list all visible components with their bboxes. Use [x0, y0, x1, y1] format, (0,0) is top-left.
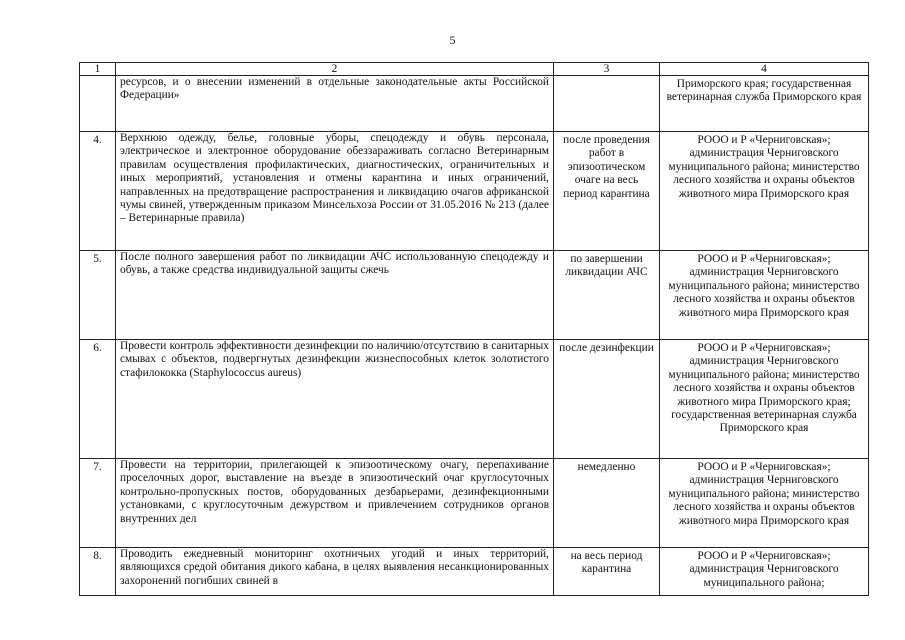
- column-header-4: 4: [660, 63, 869, 76]
- row-description: Провести контроль эффективности дезинфекции по наличию/отсутствию в санитарных смывах с объектов, подвергнутых дезинфекции жизнеспособных клеток золотистого стафилококка (Staphylococcus aureus): [120, 340, 549, 379]
- row-responsible: РООО и Р «Черниговская»; администрация Черниговского муниципального района; министерство лесного хозяйства и охраны объектов животного мира Приморского края: [668, 134, 860, 200]
- table-row: [80, 76, 869, 132]
- row-term: [558, 78, 655, 131]
- row-responsible: РООО и Р «Черниговская»; администрация Черниговского муниципального района;: [689, 550, 839, 589]
- row-term: по завершении ликвидации АЧС: [565, 253, 648, 279]
- row-description: Провести на территории, прилегающей к эпизоотическому очагу, перепахивание проселочных дорог, выставление на въезде в эпизоотический очаг круглосуточных контрольно-пропускных постов, оборудованных дезбарьерами, дезинфекционными установками, с круглосуточным дежурством и привлечением сотрудников органов внутренних дел: [120, 459, 549, 525]
- row-term: немедленно: [577, 461, 636, 473]
- row-description: Верхнюю одежду, белье, головные уборы, спецодежду и обувь персонала, электрическое и электронное оборудование обеззараживать согласно Ветеринарным правилам осуществления профилактических, диагностических, ограничительных и иных мероприятий, установления и отмены карантина и иных ограничений, направленных на предотвращение распространения и ликвидацию очагов африканской чумы свиней, утвержденным приказом Минсельхоза России от 31.05.2016 № 213 (далее – Ветеринарные правила): [120, 132, 549, 225]
- header-row: [80, 63, 869, 76]
- table-row: [80, 548, 869, 596]
- measures-table: [79, 62, 869, 596]
- table-row: [80, 132, 869, 251]
- row-responsible: РООО и Р «Черниговская»; администрация Черниговского муниципального района; министерство лесного хозяйства и охраны объектов животного мира Приморского края; государственная ветеринарная служба Приморского края: [668, 342, 860, 435]
- table-row: [80, 340, 869, 459]
- row-description: ресурсов, и о внесении изменений в отдельные законодательные акты Российской Федерации»: [120, 76, 549, 102]
- row-number: 7.: [93, 461, 102, 473]
- column-header-1: 1: [80, 63, 116, 76]
- row-responsible: РООО и Р «Черниговская»; администрация Черниговского муниципального района; министерство лесного хозяйства и охраны объектов животного мира Приморского края: [668, 461, 860, 527]
- table-row: [80, 251, 869, 340]
- column-header-2: 2: [116, 63, 554, 76]
- row-number: 8.: [93, 550, 102, 562]
- row-number: 4.: [93, 134, 102, 146]
- page-number: 5: [449, 33, 456, 47]
- row-responsible: Приморского края; государственная ветеринарная служба Приморского края: [666, 78, 862, 104]
- row-term: после проведения работ в эпизоотическом очаге на весь период карантина: [563, 134, 650, 200]
- column-header-3: 3: [554, 63, 660, 76]
- row-number: 6.: [93, 342, 102, 354]
- row-term: после дезинфекции: [559, 342, 654, 354]
- table-row: [80, 459, 869, 548]
- row-description: Проводить ежедневный мониторинг охотничьих угодий и иных территорий, являющихся средой обитания дикого кабана, в целях выявления несанкционированных захоронений погибших свиней в: [120, 548, 549, 587]
- row-description: После полного завершения работ по ликвидации АЧС использованную спецодежду и обувь, а также средства индивидуальной защиты сжечь: [120, 251, 549, 277]
- row-number: [84, 78, 111, 131]
- row-term: на весь период карантина: [570, 550, 643, 576]
- row-number: 5.: [93, 253, 102, 265]
- row-responsible: РООО и Р «Черниговская»; администрация Черниговского муниципального района; министерство лесного хозяйства и охраны объектов животного мира Приморского края: [668, 253, 860, 319]
